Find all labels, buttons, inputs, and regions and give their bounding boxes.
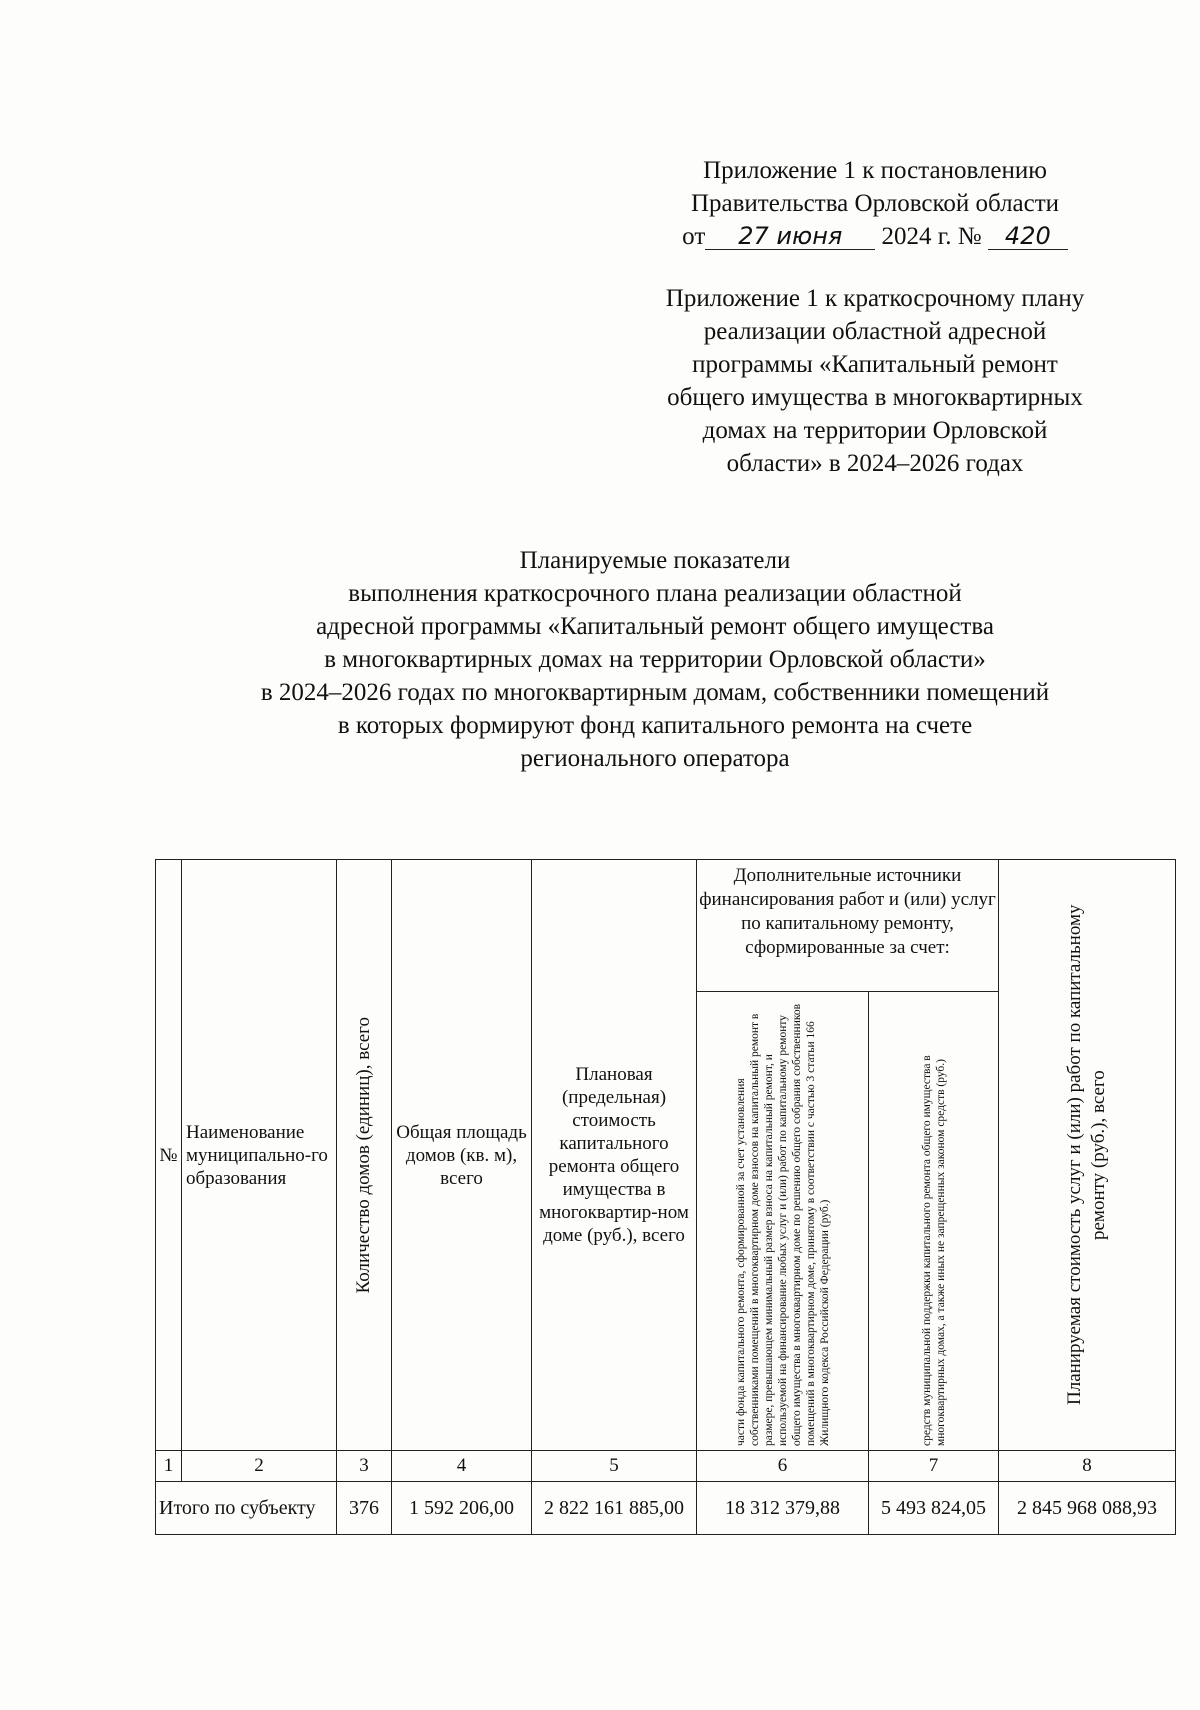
plan-appendix-block xyxy=(630,282,1120,480)
header-planned-total xyxy=(999,860,1176,1451)
indicators-table xyxy=(155,859,1176,1535)
plan-appendix-line: Приложение 1 к краткосрочному плану xyxy=(665,285,1085,312)
plan-appendix-line: общего имущества в многоквартирных xyxy=(667,384,1083,411)
header-municipal-support-text: средств муниципальной поддержки капитального ремонта общего имущества в многоквартирных домах, а также иных не запрещенных законом средств (руб.) xyxy=(920,1055,947,1447)
header-municipality: Наименование муниципально-го образования xyxy=(182,860,337,1451)
title-line: регионального оператора xyxy=(520,745,790,772)
total-planned-total: 2 845 968 088,93 xyxy=(999,1482,1176,1535)
plan-appendix-line: домах на территории Орловской xyxy=(702,417,1048,444)
total-municipal-support: 5 493 824,05 xyxy=(869,1482,999,1535)
header-houses-count xyxy=(337,860,392,1451)
column-number-cell: 8 xyxy=(999,1451,1176,1482)
header-planned-cost: Плановая (предельная) стоимость капитального ремонта общего имущества в многоквартир-ном доме (руб.), всего xyxy=(532,860,697,1451)
column-number-cell: 6 xyxy=(697,1451,869,1482)
header-number: № xyxy=(156,860,182,1451)
total-label: Итого по субъекту xyxy=(156,1482,337,1535)
decree-date-line xyxy=(650,220,1100,253)
decree-number-handwritten: 420 xyxy=(988,223,1068,250)
plan-appendix-line: реализации областной адресной xyxy=(703,318,1047,345)
total-owners-fund: 18 312 379,88 xyxy=(697,1482,869,1535)
header-owners-fund xyxy=(697,992,869,1451)
plan-appendix-line: области» в 2024–2026 годах xyxy=(726,450,1024,477)
title-line: Планируемые показатели xyxy=(519,547,791,574)
title-line: выполнения краткосрочного плана реализации областной xyxy=(348,580,962,607)
column-number-cell: 7 xyxy=(869,1451,999,1482)
title-line: в которых формируют фонд капитального ремонта на счете xyxy=(337,712,973,739)
title-line: адресной программы «Капитальный ремонт общего имущества xyxy=(316,613,994,640)
decree-year-text: 2024 г. № xyxy=(881,223,982,250)
column-number-cell: 3 xyxy=(337,1451,392,1482)
total-area: 1 592 206,00 xyxy=(392,1482,532,1535)
header-owners-fund-text: части фонда капитального ремонта, сформированной за счет установления собственниками помещений в многоквартирном доме взносов на капитальный ремонт в размере, превышающем минимальный размер взноса на капитальный ремонт, и используемой на финансирование любых услуг и (или) работ по капитальному ремонту общего имущества в многоквартирном доме по решению общего собрания собственников помещений в многоквартирном доме, принятому в соответствии с частью 3 статьи 166 Жилищного кодекса Российской Федерации (руб.) xyxy=(734,1004,831,1447)
total-planned-cost: 2 822 161 885,00 xyxy=(532,1482,697,1535)
column-number-cell: 1 xyxy=(156,1451,182,1482)
total-houses: 376 xyxy=(337,1482,392,1535)
decree-date-prefix: от xyxy=(682,223,706,250)
decree-appendix-block xyxy=(650,154,1100,253)
decree-date-handwritten: 27 июня xyxy=(705,223,875,250)
header-houses-count-text: Количество домов (единиц), всего xyxy=(353,1016,374,1294)
total-row xyxy=(156,1482,1176,1535)
decree-line-2: Правительства Орловской области xyxy=(690,190,1060,217)
plan-appendix-line: программы «Капитальный ремонт xyxy=(692,351,1058,378)
column-number-cell: 4 xyxy=(392,1451,532,1482)
column-number-cell: 2 xyxy=(182,1451,337,1482)
header-municipal-support xyxy=(869,992,999,1451)
document-title xyxy=(160,544,1150,775)
decree-line-1: Приложение 1 к постановлению xyxy=(703,157,1047,184)
title-line: в 2024–2026 годах по многоквартирным домам, собственники помещений xyxy=(260,679,1050,706)
column-number-cell: 5 xyxy=(532,1451,697,1482)
header-row xyxy=(156,860,1176,992)
column-numbers-row xyxy=(156,1451,1176,1482)
header-additional-sources: Дополнительные источники финансирования работ и (или) услуг по капитальному ремонту, сформированные за счет: xyxy=(697,860,999,992)
header-planned-total-text: Планируемая стоимость услуг и (или) работ по капитальному ремонту (руб.), всего xyxy=(1064,904,1109,1406)
header-total-area: Общая площадь домов (кв. м), всего xyxy=(392,860,532,1451)
title-line: в многоквартирных домах на территории Орловской области» xyxy=(324,646,986,673)
